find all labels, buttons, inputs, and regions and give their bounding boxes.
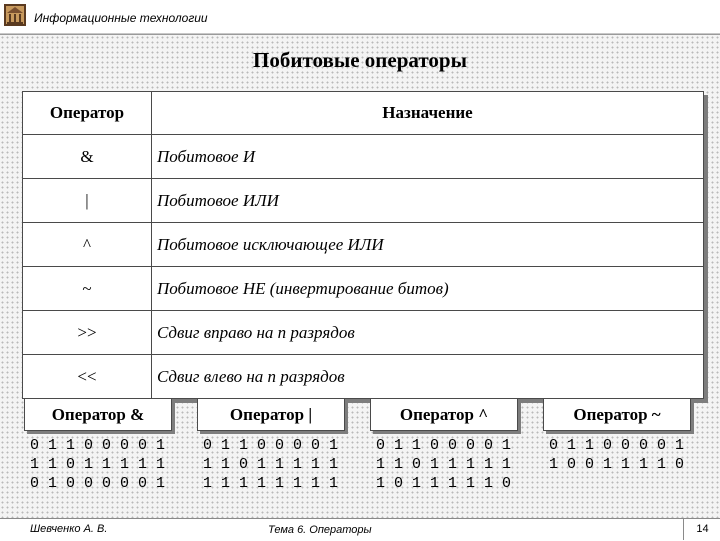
header-divider: [0, 34, 720, 35]
example-bits: [370, 436, 518, 493]
operators-table: [22, 91, 704, 399]
bit-row: 0 1 1 0 0 0 0 1: [30, 437, 166, 454]
operator-symbol: |: [23, 179, 152, 223]
table-row: [23, 267, 704, 311]
example-title: Оператор ^: [370, 398, 518, 431]
bit-row: 1 1 1 1 1 1 1 1: [203, 475, 339, 492]
operator-description: Сдвиг влево на n разрядов: [152, 355, 704, 399]
column-header-purpose: Назначение: [152, 92, 704, 135]
footer-topic: Тема 6. Операторы: [268, 524, 372, 536]
operator-description: Побитовое исключающее ИЛИ: [152, 223, 704, 267]
column-header-operator: Оператор: [23, 92, 152, 135]
example-or: [197, 398, 345, 493]
operator-symbol: ^: [23, 223, 152, 267]
example-bits: [24, 436, 172, 493]
table-row: [23, 179, 704, 223]
bit-row: 0 1 1 0 0 0 0 1: [549, 437, 685, 454]
operator-symbol: &: [23, 135, 152, 179]
example-title: Оператор &: [24, 398, 172, 431]
footer-author: Шевченко А. В.: [30, 523, 108, 535]
page-number: 14: [683, 518, 720, 540]
operator-symbol: <<: [23, 355, 152, 399]
operator-symbol: >>: [23, 311, 152, 355]
bit-row: 0 1 1 0 0 0 0 1: [203, 437, 339, 454]
operator-description: Сдвиг вправо на n разрядов: [152, 311, 704, 355]
example-not: [543, 398, 691, 474]
building-icon: [3, 3, 27, 27]
bit-row: 1 1 0 1 1 1 1 1: [30, 456, 166, 473]
table-row: [23, 311, 704, 355]
bit-row: 0 1 1 0 0 0 0 1: [376, 437, 512, 454]
table-row: [23, 223, 704, 267]
example-title: Оператор ~: [543, 398, 691, 431]
example-bits: [197, 436, 345, 493]
bit-row: 1 0 0 1 1 1 1 0: [549, 456, 685, 473]
bit-row: 0 1 0 0 0 0 0 1: [30, 475, 166, 492]
example-xor: [370, 398, 518, 493]
table-row: [23, 355, 704, 399]
bit-row: 1 1 0 1 1 1 1 1: [376, 456, 512, 473]
operator-description: Побитовое НЕ (инвертирование битов): [152, 267, 704, 311]
page-title: Побитовые операторы: [253, 48, 467, 72]
example-bits: [543, 436, 691, 474]
operator-symbol: ~: [23, 267, 152, 311]
example-and: [24, 398, 172, 493]
operator-description: Побитовое ИЛИ: [152, 179, 704, 223]
bit-row: 1 1 0 1 1 1 1 1: [203, 456, 339, 473]
bit-row: 1 0 1 1 1 1 1 0: [376, 475, 512, 492]
table-header-row: [23, 92, 704, 135]
subject-title: Информационные технологии: [34, 11, 208, 25]
operator-description: Побитовое И: [152, 135, 704, 179]
example-title: Оператор |: [197, 398, 345, 431]
table-row: [23, 135, 704, 179]
